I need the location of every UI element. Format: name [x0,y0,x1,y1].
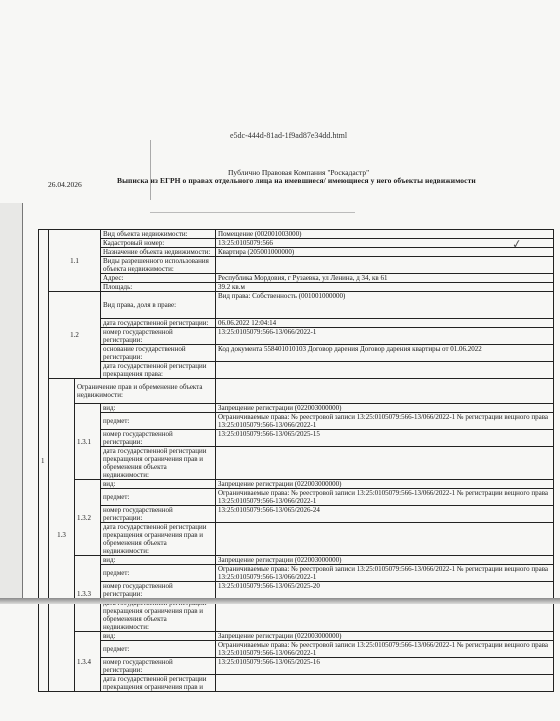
field-value: Вид права: Собственность (001001000000) [216,292,554,319]
field-label: номер государственной регистрации: [101,328,216,345]
field-value: Ограничиваемые права: № реестровой записи 13:25:0105079:566-13/066/2022-1 № регистрации вещного права 13:25:0105079:566-13/066/2022-1 [216,641,554,658]
right-row [39,292,554,319]
field-label: вид: [101,632,216,641]
scanner-page-edge [0,203,23,603]
field-label: номер государственной регистрации: [101,658,216,675]
field-value: Республика Мордовия, г Рузаевка, ул Ленина, д 34, кв 61 [216,274,554,283]
encumbrance-row [39,632,554,641]
encumbrance-header: Ограничение прав и обременение объекта недвижимости: [75,379,216,404]
field-value: Запрещение регистрации (022003000000) [216,556,554,565]
handwritten-check-mark: ✓ [511,236,523,252]
encumbrance-row [39,556,554,565]
encumbrance-number: 1.3.3 [75,556,101,632]
right-row [39,362,554,379]
encumbrance-row [39,480,554,489]
right-row [39,328,554,345]
field-label: дата государственной регистрации прекращения ограничения прав и обременения объекта недвижимости: [101,447,216,480]
encumbrance-row [39,404,554,413]
field-value: 13:25:0105079:566-13/066/2022-1 [216,328,554,345]
section-1-1: 1.1 [49,230,101,292]
object-row [39,230,554,239]
encumbrance-number: 1.3.2 [75,480,101,556]
encumbrance-row [39,565,554,582]
field-label: предмет: [101,641,216,658]
object-row [39,239,554,248]
encumbrance-row [39,675,554,692]
field-label: Кадастровый номер: [101,239,216,248]
right-row [39,319,554,328]
encumbrance-header-row [39,379,554,404]
document-date: 26.04.2026 [48,180,82,189]
field-value: 13:25:0105079:566-13/065/2026-24 [216,506,554,523]
object-row [39,274,554,283]
right-row [39,345,554,362]
scan-bottom-edge [0,598,560,604]
field-label: дата государственной регистрации прекращения права: [101,362,216,379]
encumbrance-row [39,582,554,599]
encumbrance-row [39,430,554,447]
encumbrance-row [39,658,554,675]
field-label: предмет: [101,489,216,506]
encumbrance-row [39,506,554,523]
field-label: предмет: [101,565,216,582]
field-value [216,362,554,379]
document-title: Выписка из ЕГРН о правах отдельного лица на имевшиеся/ имеющиеся у него объекты недвижимости [117,176,476,185]
object-row [39,257,554,274]
field-label: вид: [101,556,216,565]
field-value: Код документа 558401010103 Договор дарения Договор дарения квартиры от 01.06.2022 [216,345,554,362]
field-label: дата государственной регистрации прекращения ограничения прав и обременения объекта недвижимости: [101,523,216,556]
field-label: дата государственной регистрации прекращения ограничения прав и [101,675,216,692]
encumbrance-number: 1.3.1 [75,404,101,480]
field-label: Виды разрешенного использования объекта недвижимости: [101,257,216,274]
encumbrance-row [39,413,554,430]
field-value: Запрещение регистрации (022003000000) [216,404,554,413]
encumbrance-row [39,523,554,556]
field-value: Квартира (205001000000) [216,248,554,257]
field-value: Ограничиваемые права: № реестровой записи 13:25:0105079:566-13/066/2022-1 № регистрации вещного права 13:25:0105079:566-13/066/2022-1 [216,413,554,430]
scan-artifact-line [150,140,151,200]
field-value: 39.2 кв.м [216,283,554,292]
field-label: прекращения ограничения прав и обременения объекта недвижимости: [101,599,216,632]
field-value: Помещение (002001003000) [216,230,554,239]
field-value: Запрещение регистрации (022003000000) [216,632,554,641]
field-value: Запрещение регистрации (022003000000) [216,480,554,489]
egrn-extract-table [38,229,554,692]
field-value: Ограничиваемые права: № реестровой записи 13:25:0105079:566-13/066/2022-1 № регистрации вещного права 13:25:0105079:566-13/066/2022-1 [216,565,554,582]
field-label: вид: [101,404,216,413]
field-label: Вид объекта недвижимости: [101,230,216,239]
field-value: 13:25:0105079:566-13/065/2025-16 [216,658,554,675]
field-label: Назначение объекта недвижимости: [101,248,216,257]
encumbrance-row [39,489,554,506]
field-value: 13:25:0105079:566 [216,239,554,248]
field-value: Ограничиваемые права: № реестровой записи 13:25:0105079:566-13/066/2022-1 № регистрации вещного права 13:25:0105079:566-13/066/2022-1 [216,489,554,506]
field-label: Площадь: [101,283,216,292]
field-label: номер государственной регистрации: [101,506,216,523]
field-label: номер государственной регистрации: [101,582,216,599]
encumbrance-row [39,641,554,658]
encumbrance-row [39,447,554,480]
field-label: основание государственной регистрации: [101,345,216,362]
field-label: Адрес: [101,274,216,283]
scan-divider [150,212,355,213]
field-value: 06.06.2022 12:04:14 [216,319,554,328]
field-label: номер государственной регистрации: [101,430,216,447]
field-value [216,257,554,274]
field-label: Вид права, доля в праве: [101,292,216,319]
field-label: предмет: [101,413,216,430]
row-number: 1 [39,230,49,692]
field-value: 13:25:0105079:566-13/065/2025-15 [216,430,554,447]
field-value: 13:25:0105079:566-13/065/2025-20 [216,582,554,599]
field-label: дата государственной регистрации: [101,319,216,328]
section-1-2: 1.2 [49,292,101,379]
section-1-3: 1.3 [49,379,75,692]
field-label: вид: [101,480,216,489]
object-row [39,283,554,292]
source-url: e5dc-444d-81ad-1f9ad87e34dd.html [230,131,348,140]
encumbrance-number: 1.3.4 [75,632,101,692]
organization-name: Публично Правовая Компания "Роскадастр" [228,168,370,177]
object-row [39,248,554,257]
